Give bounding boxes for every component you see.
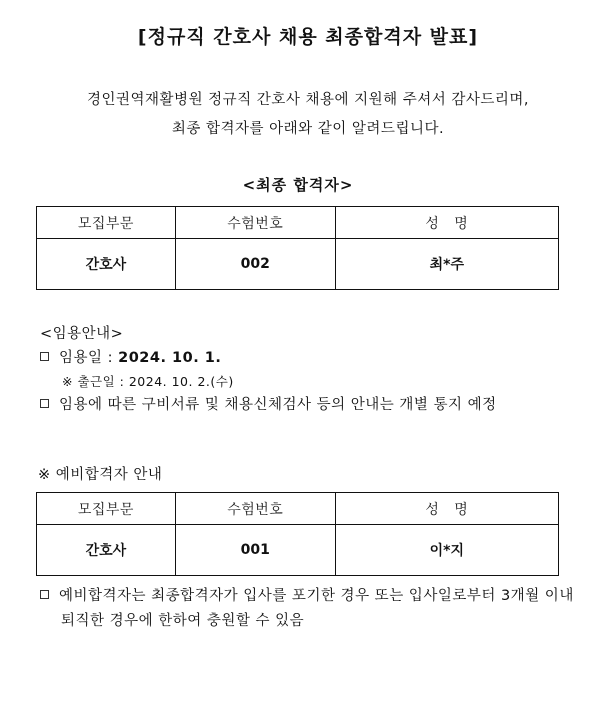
reserve-notice-line-1: 예비합격자는 최종합격자가 입사를 포기한 경우 또는 입사일로부터 3개월 이내 (59, 588, 574, 604)
header-exam-number: 수험번호 (175, 493, 335, 525)
header-name: 성 명 (335, 207, 558, 239)
reserve-notice-item (40, 584, 574, 605)
table-row (37, 525, 559, 576)
intro-line-2: 최종 합격자를 아래와 같이 알려드립니다. (171, 121, 445, 137)
page-title: [정규직 간호사 채용 최종합격자 발표] (137, 26, 479, 48)
table-header-row (37, 493, 559, 525)
cell-name: 이*지 (335, 525, 558, 576)
appointment-date-value: 2024. 10. 1. (118, 350, 222, 366)
intro-line-1: 경인권역재활병원 정규직 간호사 채용에 지원해 주셔서 감사드리며, (87, 92, 529, 108)
final-passers-table (36, 206, 559, 290)
cell-department: 간호사 (37, 239, 176, 290)
cell-exam-number: 001 (175, 525, 335, 576)
square-bullet-icon (40, 590, 49, 599)
cell-exam-number: 002 (175, 239, 335, 290)
square-bullet-icon (40, 399, 49, 408)
final-passers-heading: <최종 합격자> (242, 176, 354, 194)
appointment-date-item (40, 346, 221, 367)
cell-name: 최*주 (335, 239, 558, 290)
reserve-passers-table (36, 492, 559, 576)
cell-department: 간호사 (37, 525, 176, 576)
header-department: 모집부문 (37, 207, 176, 239)
appointment-notice-text: 임용에 따른 구비서류 및 채용신체검사 등의 안내는 개별 통지 예정 (59, 397, 497, 413)
reserve-heading: ※ 예비합격자 안내 (38, 467, 163, 483)
header-name: 성 명 (335, 493, 558, 525)
header-exam-number: 수험번호 (175, 207, 335, 239)
header-department: 모집부문 (37, 493, 176, 525)
table-row (37, 239, 559, 290)
start-date-note: ※ 출근일 : 2024. 10. 2.(수) (62, 374, 234, 389)
square-bullet-icon (40, 352, 49, 361)
table-header-row (37, 207, 559, 239)
appointment-notice-item (40, 393, 497, 414)
appointment-date-label: 임용일 : (59, 350, 119, 366)
reserve-notice-line-2: 퇴직한 경우에 한하여 충원할 수 있음 (61, 613, 305, 629)
appointment-heading: <임용안내> (40, 326, 124, 342)
